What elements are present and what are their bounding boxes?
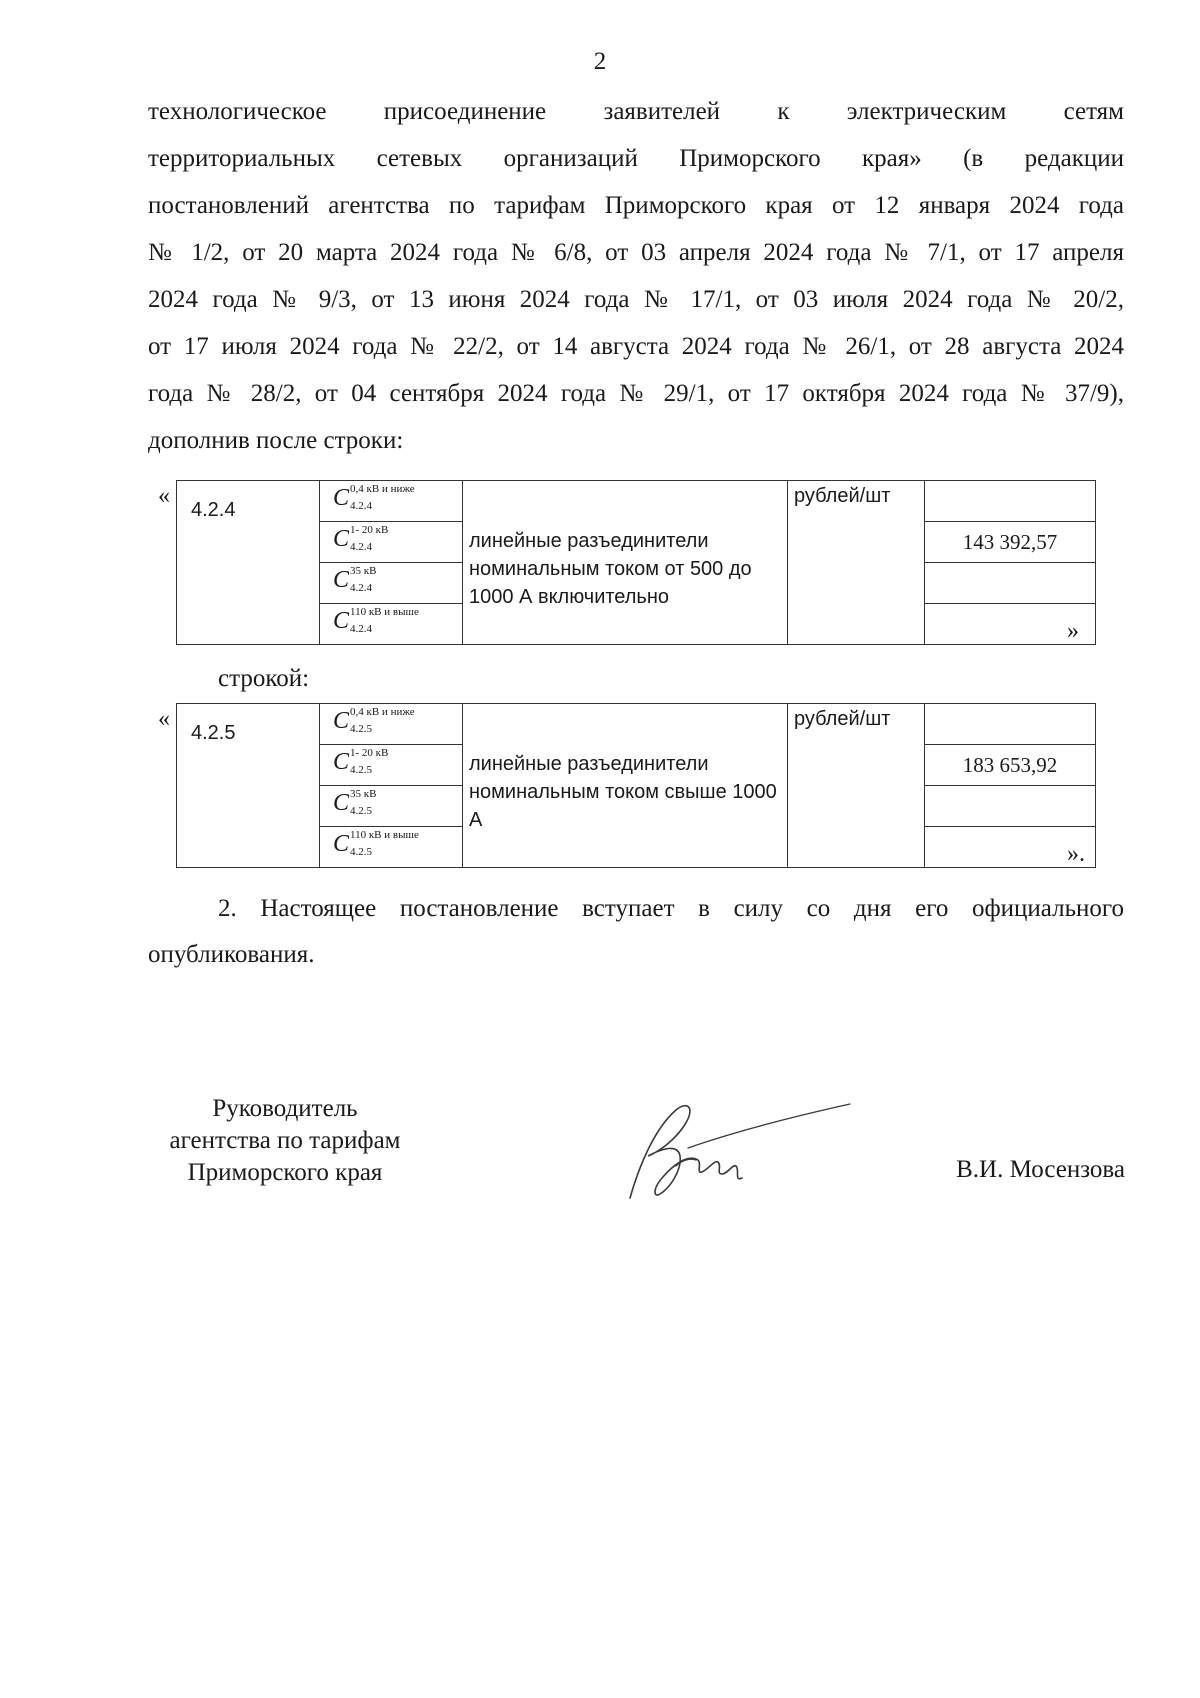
intro-line: постановлений агентства по тарифам Приморского края от 12 января 2024 года — [148, 192, 1124, 219]
tariff-symbol: C 110 кВ и выше 4.2.5 — [320, 827, 463, 868]
quote-open: « — [158, 483, 170, 509]
tariff-symbol: C 0,4 кВ и ниже 4.2.4 — [320, 481, 463, 522]
quote-close: » — [1067, 618, 1079, 644]
row-value: 143 392,57 — [925, 522, 1096, 563]
intro-line: дополнив после строки: — [148, 427, 404, 454]
signer-name: В.И. Мосензова — [956, 1156, 1125, 1183]
page-number: 2 — [593, 48, 607, 75]
tariff-symbol: C 0,4 кВ и ниже 4.2.5 — [320, 704, 463, 745]
row-value: 183 653,92 — [925, 745, 1096, 786]
row-code: 4.2.4 — [177, 481, 320, 645]
between-label: строкой: — [218, 665, 310, 692]
clause-2-line: 2. Настоящее постановление вступает в силу со дня его официального — [218, 895, 1124, 922]
row-value — [925, 563, 1096, 604]
signer-title — [140, 1093, 430, 1189]
tariff-table-new-row — [176, 703, 1096, 868]
row-description: линейные разъединители номинальным током свыше 1000 А — [463, 704, 788, 868]
tariff-symbol: C 110 кВ и выше 4.2.4 — [320, 604, 463, 645]
quote-open: « — [158, 706, 170, 732]
row-unit: рублей/шт — [788, 481, 925, 645]
row-value — [925, 481, 1096, 522]
row-value — [925, 704, 1096, 745]
intro-line: территориальных сетевых организаций Приморского края» (в редакции — [148, 145, 1124, 172]
row-description: линейные разъединители номинальным током от 500 до 1000 А включительно — [463, 481, 788, 645]
row-value — [925, 786, 1096, 827]
intro-line: № 1/2, от 20 марта 2024 года № 6/8, от 03 апреля 2024 года № 7/1, от 17 апреля — [148, 239, 1124, 266]
signer-title-line: агентства по тарифам — [169, 1127, 401, 1154]
intro-line: 2024 года № 9/3, от 13 июня 2024 года № 17/1, от 03 июля 2024 года № 20/2, — [148, 286, 1124, 313]
tariff-symbol: C 1- 20 кВ 4.2.4 — [320, 522, 463, 563]
tariff-symbol: C 1- 20 кВ 4.2.5 — [320, 745, 463, 786]
intro-line: от 17 июля 2024 года № 22/2, от 14 августа 2024 года № 26/1, от 28 августа 2024 — [148, 333, 1124, 360]
handwritten-signature — [618, 1090, 858, 1210]
tariff-symbol: C 35 кВ 4.2.5 — [320, 786, 463, 827]
signer-title-line: Руководитель — [212, 1095, 358, 1122]
clause-2-line: опубликования. — [148, 941, 315, 968]
row-code: 4.2.5 — [177, 704, 320, 868]
tariff-symbol: C 35 кВ 4.2.4 — [320, 563, 463, 604]
tariff-table-old-row — [176, 480, 1096, 645]
intro-paragraph — [148, 88, 1124, 464]
quote-close: ». — [1067, 841, 1085, 867]
row-unit: рублей/шт — [788, 704, 925, 868]
clause-2 — [148, 886, 1124, 978]
intro-line: технологическое присоединение заявителей к электрическим сетям — [148, 98, 1124, 125]
signer-title-line: Приморского края — [187, 1159, 383, 1186]
intro-line: года № 28/2, от 04 сентября 2024 года № 29/1, от 17 октября 2024 года № 37/9), — [148, 380, 1124, 407]
